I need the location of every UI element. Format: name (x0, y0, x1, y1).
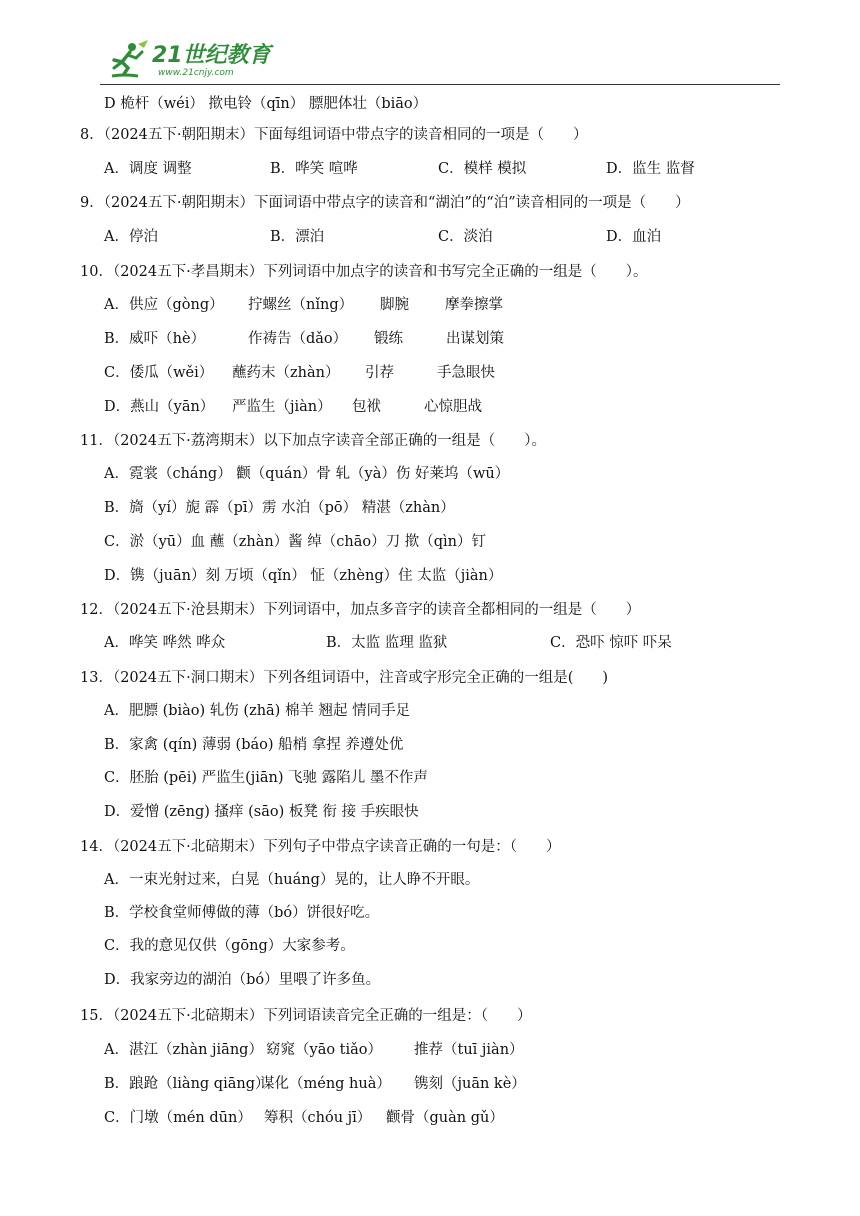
q8-option-d: D．监生 监督 (606, 161, 695, 177)
q12-option-a: A．哗笑 哗然 哗众 (104, 635, 226, 651)
q10-a-1: A．供应（gòng） (104, 297, 224, 313)
header-divider (100, 84, 780, 85)
q15-a-1: A．湛江（zhàn jiāng） (104, 1042, 263, 1058)
q15-b-2: 谋化（méng huà） (260, 1076, 391, 1092)
q15-b-3: 镌刻（juān kè） (414, 1076, 526, 1092)
q10-d-2: 严监生（jiàn） (232, 399, 332, 415)
q13-option-d: D．爱憎 (zēng) 搔痒 (sāo) 板凳 衔 接 手疾眼快 (104, 804, 419, 820)
q15-b-1: B．踉跄（liàng qiāng） (104, 1076, 270, 1092)
q9-option-a: A．停泊 (104, 229, 158, 245)
q12-option-b: B．太监 监理 监狱 (326, 635, 448, 651)
q11-option-d: D．镌（juān）刻 万顷（qǐn） 怔（zhèng）住 太监（jiàn） (104, 568, 503, 584)
question-12: 12．（2024五下·沧县期末）下列词语中，加点多音字的读音全都相同的一组是（ ） (80, 602, 641, 618)
q15-a-2: 窈窕（yāo tiǎo） (266, 1042, 383, 1058)
logo-url: www.21cnjy.com (158, 68, 234, 78)
question-8: 8．（2024五下·朝阳期末）下面每组词语中带点字的读音相同的一项是（ ） (80, 127, 588, 143)
q11-option-b: B．旖（yí）旎 霹（pī）雳 水泊（pō） 精湛（zhàn） (104, 500, 455, 516)
q14-option-c: C．我的意见仅供（gōng）大家参考。 (104, 938, 355, 954)
q10-b-2: 作祷告（dǎo） (248, 331, 348, 347)
runner-logo-icon (102, 38, 150, 84)
q13-option-b: B．家禽 (qín) 薄弱 (báo) 船梢 拿捏 养遵处优 (104, 737, 404, 753)
page-header (100, 38, 780, 86)
q10-c-3: 引荐 (365, 365, 394, 381)
q12-option-c: C．恐吓 惊吓 吓呆 (550, 635, 672, 651)
question-15: 15．（2024五下·北碚期末）下列词语读音完全正确的一组是：（ ） (80, 1008, 532, 1024)
q10-d-3: 包袱 (352, 399, 381, 415)
q15-a-3: 推荐（tuī jiàn） (414, 1042, 524, 1058)
q10-a-3: 脚腕 (380, 297, 409, 313)
question-14: 14．（2024五下·北碚期末）下列句子中带点字读音正确的一句是：（ ） (80, 839, 561, 855)
question-11: 11．（2024五下·荔湾期末）以下加点字读音全部正确的一组是（ ）。 (80, 433, 546, 449)
q10-b-4: 出谋划策 (446, 331, 504, 347)
q11-option-c: C．淤（yū）血 蘸（zhàn）酱 绰（chāo）刀 揿（qìn）钉 (104, 534, 487, 550)
q8-option-a: A．调度 调整 (104, 161, 192, 177)
q8-option-b: B．哗笑 喧哗 (270, 161, 358, 177)
q15-c-1: C．门墩（mén dūn） (104, 1110, 252, 1126)
q10-d-4: 心惊胆战 (424, 399, 482, 415)
q13-option-c: C．胚胎 (pēi) 严监生(jiān) 飞驰 露陷儿 墨不作声 (104, 770, 428, 786)
logo (102, 38, 271, 84)
q10-c-2: 蘸药末（zhàn） (232, 365, 340, 381)
q11-option-a: A．霓裳（cháng） 颧（quán）骨 轧（yà）伤 好莱坞（wū） (104, 466, 510, 482)
q14-option-b: B．学校食堂师傅做的薄（bó）饼很好吃。 (104, 905, 380, 921)
q8-option-c: C．模样 模拟 (438, 161, 527, 177)
q15-c-3: 颧骨（guàn gǔ） (386, 1110, 504, 1126)
q14-option-d: D．我家旁边的湖泊（bó）里喂了许多鱼。 (104, 972, 381, 988)
q10-c-1: C．倭瓜（wěi） (104, 365, 214, 381)
q9-option-c: C．淡泊 (438, 229, 493, 245)
q9-option-d: D．血泊 (606, 229, 662, 245)
q10-b-3: 锻练 (374, 331, 403, 347)
q14-option-a: A．一束光射过来，白晃（huáng）晃的，让人睁不开眼。 (104, 872, 480, 888)
q9-option-b: B．漂泊 (270, 229, 325, 245)
q10-b-1: B．威吓（hè） (104, 331, 206, 347)
question-10: 10．（2024五下·孝昌期末）下列词语中加点字的读音和书写完全正确的一组是（ ）。 (80, 264, 648, 280)
q10-a-4: 摩拳擦掌 (445, 297, 503, 313)
logo-title: 21世纪教育 (152, 43, 271, 68)
q15-c-2: 筹积（chóu jī） (264, 1110, 372, 1126)
q10-d-1: D．燕山（yān） (104, 399, 215, 415)
q13-option-a: A．肥膘 (biào) 轧伤 (zhā) 棉羊 翘起 情同手足 (104, 703, 411, 719)
question-13: 13．（2024五下·洞口期末）下列各组词语中，注音或字形完全正确的一组是( ) (80, 670, 609, 686)
q7-option-d: D 桅杆（wéi） 揿电铃（qīn） 膘肥体壮（biāo） (104, 96, 428, 112)
question-9: 9．（2024五下·朝阳期末）下面词语中带点字的读音和“湖泊”的“泊”读音相同的一项是（ ） (80, 195, 690, 211)
q10-a-2: 拧螺丝（nǐng） (248, 297, 354, 313)
q10-c-4: 手急眼快 (437, 365, 495, 381)
